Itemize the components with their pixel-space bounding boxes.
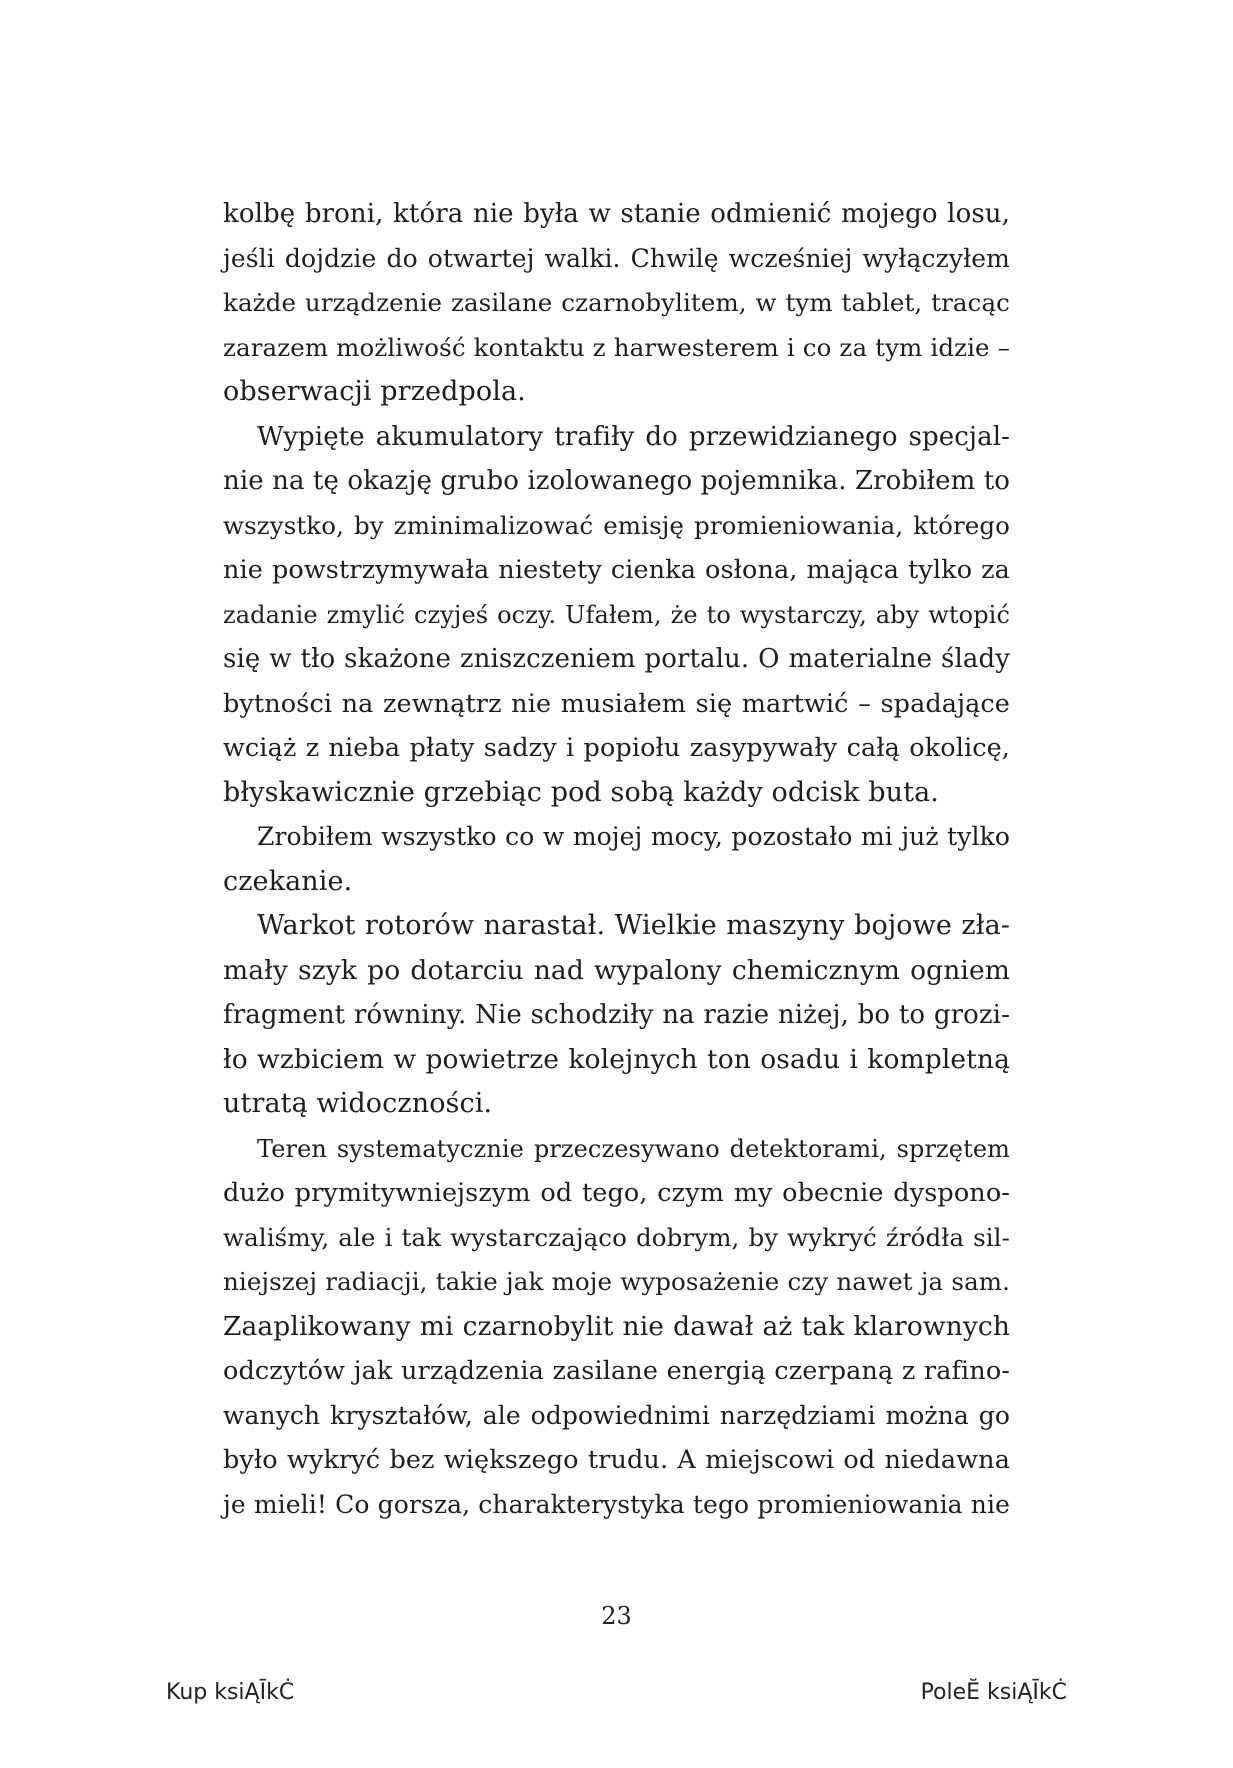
text-line: je mieli! Co gorsza, charakterystyka tego promieniowania nie bbox=[223, 1489, 1010, 1519]
text-line: wszystko, by zminimalizować emisję promieniowania, którego bbox=[223, 510, 1010, 540]
text-line: Warkot rotorów narastał. Wielkie maszyny bojowe zła- bbox=[257, 910, 1010, 941]
text-line: zarazem możliwość kontaktu z harwesterem i co za tym idzie – bbox=[223, 332, 1010, 362]
text-line: było wykryć bez większego trudu. A miejscowi od niedawna bbox=[223, 1445, 1010, 1475]
text-line: ło wzbiciem w powietrze kolejnych ton osadu i kompletną bbox=[223, 1043, 1010, 1075]
text-line: bytności na zewnątrz nie musiałem się martwić – spadające bbox=[223, 688, 1010, 719]
text-line: fragment równiny. Nie schodziły na razie niżej, bo to grozi- bbox=[223, 1000, 1010, 1030]
text-line: dużo prymitywniejszym od tego, czym my obecnie dyspono- bbox=[223, 1178, 1010, 1208]
text-line: każde urządzenie zasilane czarnobylitem, w tym tablet, tracąc bbox=[223, 288, 1010, 317]
text-line: obserwacji przedpola. bbox=[223, 376, 526, 407]
text-line: kolbę broni, która nie była w stanie odmienić mojego losu, bbox=[223, 199, 1010, 229]
text-line: zadanie zmylić czyjeś oczy. Ufałem, że to wystarczy, aby wtopić bbox=[223, 600, 1010, 629]
recommend-book-link[interactable]: PoleĔ ksiĄĪkĊ bbox=[920, 1680, 1067, 1705]
text-line: błyskawicznie grzebiąc pod sobą każdy odcisk buta. bbox=[223, 776, 939, 808]
text-line: nie powstrzymywała niestety cienka osłona, mająca tylko za bbox=[223, 555, 1010, 585]
text-line: Zrobiłem wszystko co w mojej mocy, pozostało mi już tylko bbox=[257, 822, 1010, 851]
text-line: Wypięte akumulatory trafiły do przewidzianego specjal- bbox=[257, 421, 1010, 452]
page-number: 23 bbox=[601, 1602, 632, 1630]
buy-book-link[interactable]: Kup ksiĄĪkĊ bbox=[166, 1680, 295, 1705]
text-line: czekanie. bbox=[223, 865, 353, 897]
text-line: Teren systematycznie przeczesywano detektorami, sprzętem bbox=[257, 1134, 1010, 1163]
text-line: odczytów jak urządzenia zasilane energią czerpaną z rafino- bbox=[223, 1356, 1010, 1386]
text-line: nie na tę okazję grubo izolowanego pojemnika. Zrobiłem to bbox=[223, 466, 1010, 496]
text-line: waliśmy, ale i tak wystarczająco dobrym, by wykryć źródła sil- bbox=[223, 1222, 1010, 1252]
text-line: utratą widoczności. bbox=[223, 1088, 493, 1119]
text-line: się w tło skażone zniszczeniem portalu. O materialne ślady bbox=[223, 644, 1010, 674]
text-line: niejszej radiacji, takie jak moje wyposażenie czy nawet ja sam. bbox=[223, 1267, 1010, 1296]
text-line: wciąż z nieba płaty sadzy i popiołu zasypywały całą okolicę, bbox=[223, 733, 1010, 763]
text-line: jeśli dojdzie do otwartej walki. Chwilę wcześniej wyłączyłem bbox=[223, 243, 1010, 273]
text-line: wanych kryształów, ale odpowiednimi narzędziami można go bbox=[223, 1400, 1010, 1430]
body-text bbox=[223, 192, 1010, 1527]
text-line: Zaaplikowany mi czarnobylit nie dawał aż tak klarownych bbox=[223, 1310, 1010, 1342]
text-line: mały szyk po dotarciu nad wypalony chemicznym ogniem bbox=[223, 954, 1010, 986]
